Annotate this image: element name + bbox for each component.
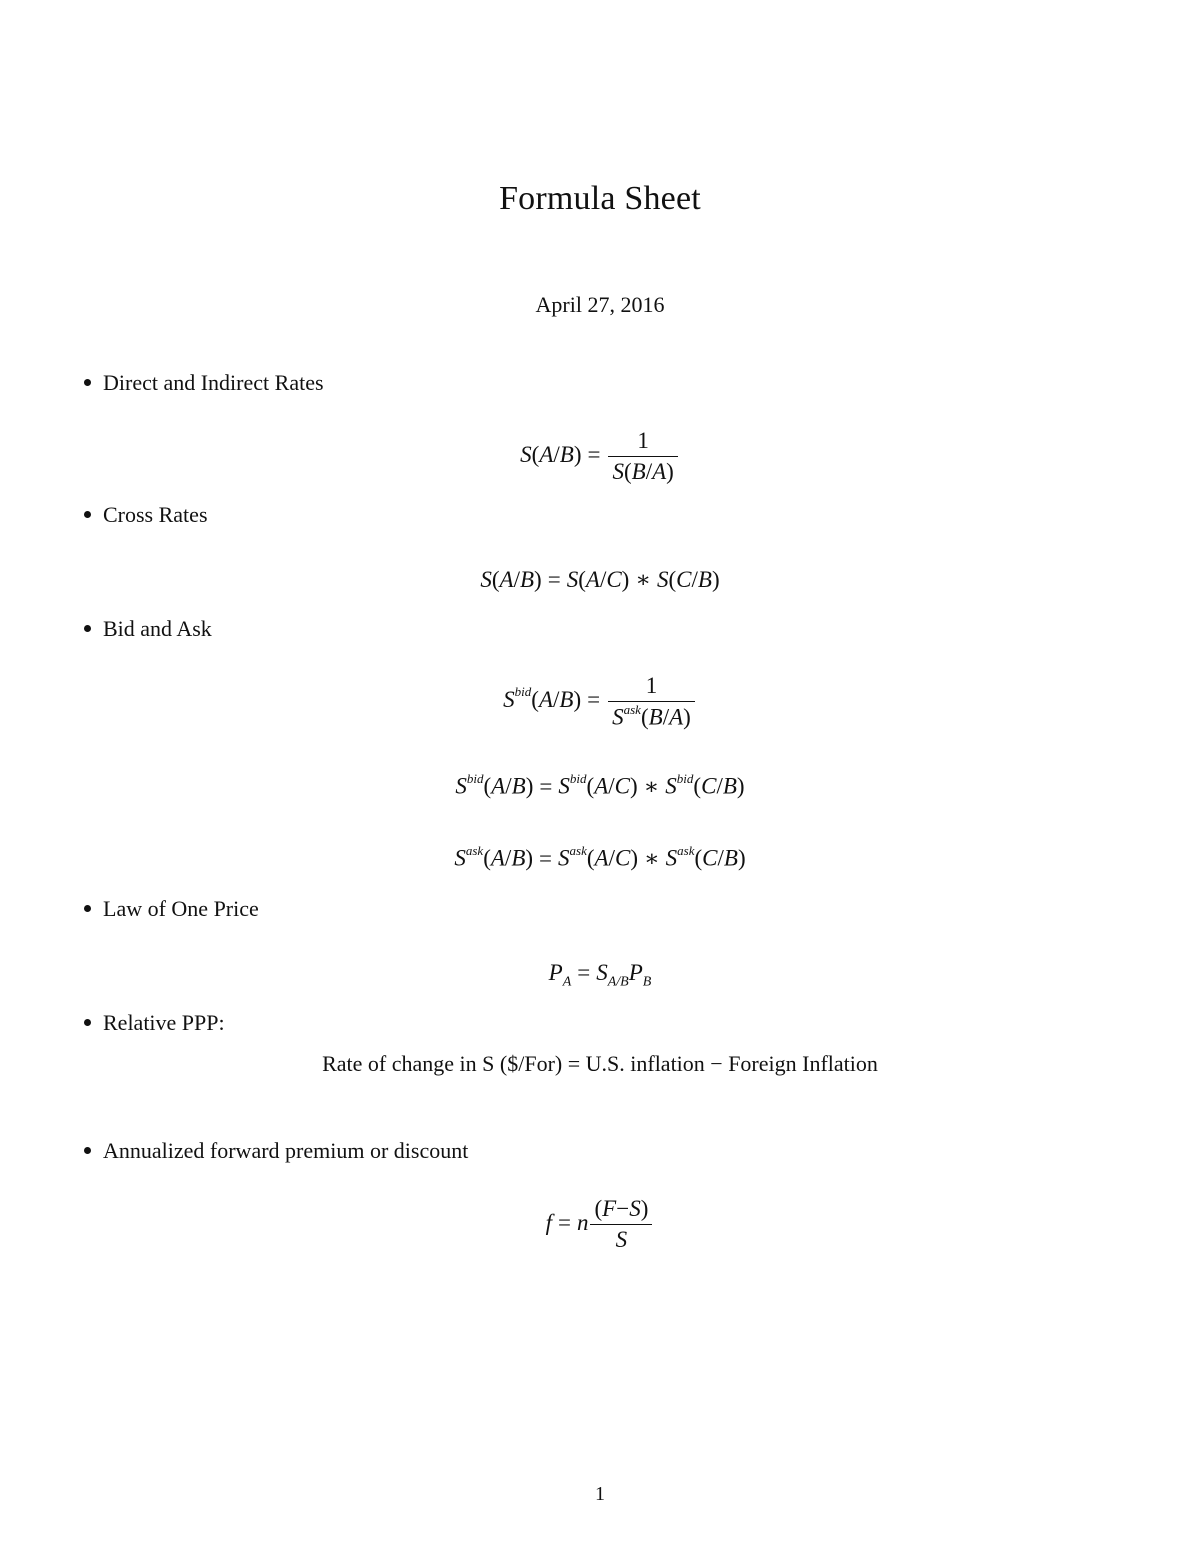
section-heading-forward-premium	[84, 1138, 468, 1164]
formula-cross-rates: S(A/B) = S(A/C) ∗ S(C/B)	[480, 567, 720, 592]
section-heading-law-one-price	[84, 896, 259, 922]
section-heading-label: Cross Rates	[103, 502, 208, 527]
formula-bid-ask-inverse: $S^{bid}(A/B)$ = $\frac{1}{S^{ask}(B/A)}$	[0, 673, 1200, 731]
bullet-icon	[84, 905, 91, 912]
section-heading-label: Bid and Ask	[103, 616, 212, 641]
section-heading-direct-indirect	[84, 370, 324, 396]
section-heading-bid-ask	[84, 616, 212, 642]
bullet-icon	[84, 1019, 91, 1026]
bullet-icon	[84, 511, 91, 518]
section-heading-label: Law of One Price	[103, 896, 259, 921]
section-heading-cross-rates	[84, 502, 208, 528]
bullet-icon	[84, 1147, 91, 1154]
document-title: Formula Sheet	[499, 180, 701, 217]
formula-ask-cross: $S^{ask}(A/B) = S^{ask}(A/C)$ ∗ $S^{ask}(C/B)$	[454, 843, 746, 871]
bullet-icon	[84, 379, 91, 386]
section-heading-relative-ppp	[84, 1010, 225, 1036]
formula-bid-cross: $S^{bid}(A/B) = S^{bid}(A/C)$ ∗ $S^{bid}(C/B)$	[455, 771, 745, 799]
formula-forward-premium: f = n $\frac{(F-S)}{S}$	[0, 1196, 1200, 1253]
formula-direct-indirect: S(A/B) = $\frac{1}{S(B/A)}$	[0, 428, 1200, 485]
page-number: 1	[595, 1483, 605, 1505]
bullet-icon	[84, 625, 91, 632]
section-heading-label: Annualized forward premium or discount	[103, 1138, 469, 1163]
formula-relative-ppp: Rate of change in S ($/For) = U.S. inflation − Foreign Inflation	[322, 1051, 878, 1076]
formula-law-one-price: $P_A = S_{A/B}P_B$	[548, 960, 652, 990]
document-date: April 27, 2016	[535, 292, 665, 317]
section-heading-label: Direct and Indirect Rates	[103, 370, 324, 395]
section-heading-label: Relative PPP:	[103, 1010, 225, 1035]
